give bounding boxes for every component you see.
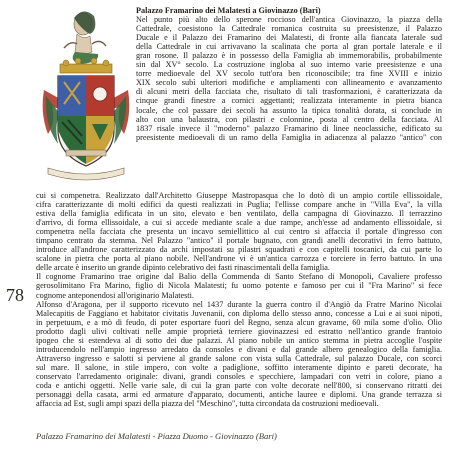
text-line: estiva della famiglia edificata in un sito, elevato e ben ventilato, della campagna di Giovinazzo. Il terrazzino [36,209,442,219]
text-line: in perpetuum, e a mò di feudo, di poter esportare fuori del Regno, senza alcun gravame, 60 mila some d'olio. Olio [36,317,442,327]
text-line: della Cattedrale in cui arrivavano la scalinata che porta al gran portale laterale e il [136,42,442,52]
text-line: ipogeo che si estendeva al di sotto dei due palazzi. Al piano nobile un antico stemma in pietra accoglie l'ospite [36,335,442,345]
text-line: sin dal XV° secolo. La costruzione ingloba al suo interno varie preesistenze e una [136,60,442,70]
text-line: d'arrivo, di forma ellissoidale, a cui si accede mediante scale a due rampe, anch'esse ad andamento ellissoidale, si [36,218,442,228]
text-line: di alcuni metri della facciata che, risultato di tali trasformazioni, è caratterizzata da [136,87,442,97]
text-line: Il cognome Framarino trae origine dal Balio della Commenda di Santo Stefano di Monopoli, Cavaliere professo [36,272,442,282]
text-line: Malecapitis de Faggiano et habitator civitatis Juvenanii, con diploma dello stesso anno, concesse a Lui e ai suoi nipoti, [36,308,442,318]
text-line: Ducale e il Palazzo dei Framarino dei Malatesti, di fronte alla fiancata laterale sud [136,33,442,43]
text-line: XIX secolo subì ulteriori modifiche e ampliamenti con allineamento e avanzamento [136,78,442,88]
text-line: locale, che col passare dei secoli ha assunto la tipica tonalità dorata, si conclude in [136,105,442,115]
text-line: scalone in pietra che porta al piano nobile. Nell'androne vi è un'antica carrozza e torciere in ferro battuto. In una [36,254,442,264]
text-line: delle arcate è inserito un grande dipinto celebrativo dei fasti rinascimentali della famiglia. [36,263,330,273]
text-line: Cattedrale, coesistono la Cattedrale romanica costruita su preesistenze, il Palazzo [136,24,442,34]
text-line: preesistente medioevali di un ramo della Famiglia in adiacenza al palazzo "antico" con [136,132,442,142]
text-line: Attraverso ingresso e salotti si perviene al grande salone con vista sulla Cattedrale, sul palazzo Ducale, con scorci [36,353,442,363]
text-line: Nel punto più alto dello sperone roccioso dell'antica Giovinazzo, la piazza della [136,15,442,25]
text-line: introducendolo nell'ampio ingresso arredato da consoles e divani e dal grande albero genealogico della famiglia. [36,344,442,354]
text-line: affaccia ad Est, sugli ampi spazi della piazza del "Meschino", tutta circondata da costruzioni medioevali. [36,399,379,409]
text-line: coda e antichi oggetti. Nelle varie sale, di cui la gran parte con volte decorate nell'800, si conservano ritratti dei [36,380,442,390]
text-line: cifra caratterizzante di molti edifici da questi realizzati in Puglia; l'ellisse compare anche in "Villa Eva", la villa [36,200,442,210]
section-title: Palazzo Framarino dei Malatesti a Giovinazzo (Bari) [136,6,321,15]
text-line: gerosolimitano Fra Marino, figlio di Nicola Malatesti; fu uomo potente e famoso per cui il "Fra Marino" si fece [36,281,442,291]
photo-caption: Palazzo Framarino dei Malatesti - Piazza Duomo - Giovinazzo (Bari) [36,431,277,441]
text-line: prodotto dagli ulivi coltivati nelle ampie proprietà terriere giovinazzesi ed estratto nell'antico grande frantoio [36,326,442,336]
text-line: torre medioevale del XV secolo tutt'ora ben riconoscibile; tra fine XVIII e inizio [136,69,442,79]
text-line: gran rosone. Il palazzo è in possesso della Famiglia ab immemorabilis, probabilmente [136,51,442,61]
text-line: 1837 risale invece il "moderno" palazzo Framarino di linee neoclassiche, edificato su [136,123,442,133]
text-line: personaggi della casata, armi ed armature d'apparato, documenti, antiche lauree e diplomi. Una grande terrazza si [36,390,442,400]
text-line: introduce all'androne caratterizzato da archi impostati su pilastri squadrati e con capitelli toscanici, da cui parte lo [36,245,442,255]
text-line: cui si compenetra. Realizzato dall'Architetto Giuseppe Mastropasqua che lo dotò di un ampio cortile ellissoidale, [36,191,442,200]
text-column-upper [136,6,442,142]
text-line: alto con una balaustra, con pilastri e colonnine, posta al centro della facciata. Al [136,114,442,124]
text-line: cognome anteponendosi all'originario Malatesti. [36,290,194,300]
text-line: cinque grandi finestre a cornici aggettanti; realizzata interamente in pietra bianca [136,96,442,106]
heraldic-crest-icon [38,4,134,182]
text-line: conservato l'arredamento originale: divani, grandi consoles e specchiere, lampadari con vetri in colore, piano a [36,371,442,381]
text-line: timpano centrato da stemma. Nel Palazzo "antico" il portale bugnato, con grandi anelli decorativi in ferro battuto, [36,236,442,246]
text-line: compenetra nella facciata che presenta un incavo semiellittico al cui centro si affaccia il portale d'ingresso con [36,227,442,237]
text-column-lower [36,191,442,408]
page-number: 78 [6,285,24,305]
text-line: Alfonso d'Aragona, per il supporto ricevuto nel 1437 durante la guerra contro il d'Angiò da Fratre Marino Nicolai [36,299,442,309]
text-line: sul mare. Il salone, in stile impero, con volte a padiglione, soffitto interamente dipinto e pareti decorate, ha [36,362,442,372]
